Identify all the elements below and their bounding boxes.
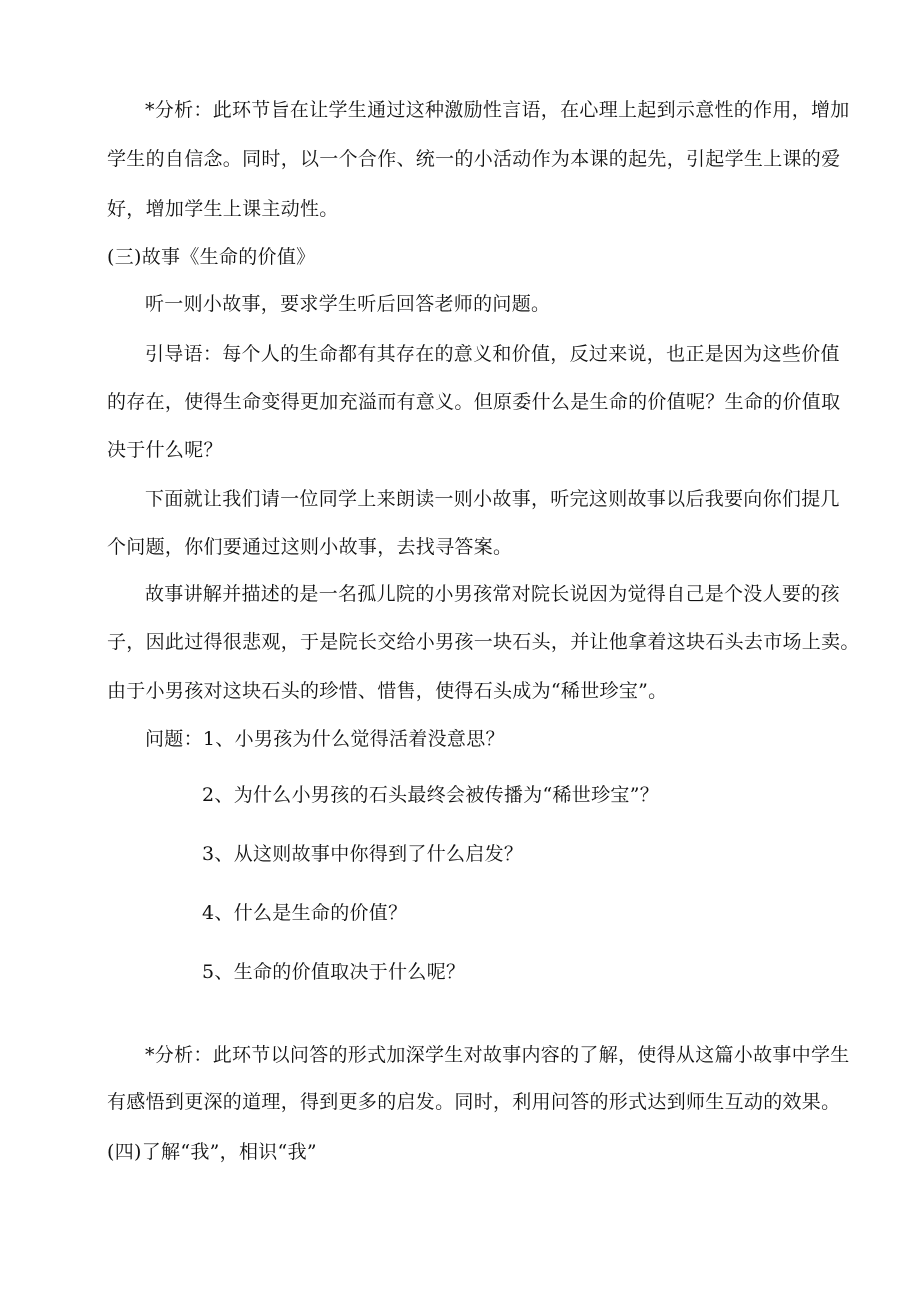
story-intro-paragraph: 听一则小故事，要求学生听后回答老师的问题。 bbox=[145, 293, 551, 315]
guide-paragraph-line-3: 决于什么呢？ bbox=[107, 439, 223, 461]
story-paragraph-line-1: 故事讲解并描述的是一名孤儿院的小男孩常对院长说因为觉得自己是个没人要的孩 bbox=[145, 583, 840, 605]
guide-paragraph-line-2: 的存在，使得生命变得更加充溢而有意义。但原委什么是生命的价值呢？生命的价值取 bbox=[107, 391, 841, 413]
story-paragraph-line-3: 由于小男孩对这块石头的珍惜、惜售，使得石头成为“稀世珍宝”。 bbox=[107, 680, 668, 702]
question-5: 5、生命的价值取决于什么呢？ bbox=[202, 961, 466, 983]
question-2: 2、为什么小男孩的石头最终会被传播为“稀世珍宝”？ bbox=[202, 784, 660, 806]
analysis-paragraph-1-line-2: 学生的自信念。同时，以一个合作、统一的小活动作为本课的起先，引起学生上课的爱 bbox=[107, 148, 841, 170]
guide-paragraph-line-1: 引导语：每个人的生命都有其存在的意义和价值，反过来说，也正是因为这些价值 bbox=[145, 343, 840, 365]
section-heading-4: (四)了解“我”，相识“我” bbox=[107, 1141, 317, 1163]
analysis-paragraph-2-line-2: 有感悟到更深的道理，得到更多的启发。同时，利用问答的形式达到师生互动的效果。 bbox=[107, 1091, 841, 1113]
story-paragraph-line-2: 子，因此过得很悲观，于是院长交给小男孩一块石头，并让他拿着这块石头去市场上卖。 bbox=[107, 631, 860, 653]
analysis-paragraph-2-line-1: *分析：此环节以问答的形式加深学生对故事内容的了解，使得从这篇小故事中学生 bbox=[145, 1044, 850, 1066]
section-heading-3: (三)故事《生命的价值》 bbox=[107, 246, 316, 268]
analysis-paragraph-1-line-1: *分析：此环节旨在让学生通过这种激励性言语，在心理上起到示意性的作用，增加 bbox=[145, 99, 850, 121]
analysis-paragraph-1-line-3: 好，增加学生上课主动性。 bbox=[107, 198, 339, 220]
question-3: 3、从这则故事中你得到了什么启发？ bbox=[202, 843, 524, 865]
reading-paragraph-line-2: 个问题，你们要通过这则小故事，去找寻答案。 bbox=[107, 536, 513, 558]
reading-paragraph-line-1: 下面就让我们请一位同学上来朗读一则小故事，听完这则故事以后我要向你们提几 bbox=[145, 488, 840, 510]
question-4: 4、什么是生命的价值？ bbox=[202, 902, 408, 924]
question-1: 问题：1、小男孩为什么觉得活着没意思？ bbox=[145, 728, 505, 750]
